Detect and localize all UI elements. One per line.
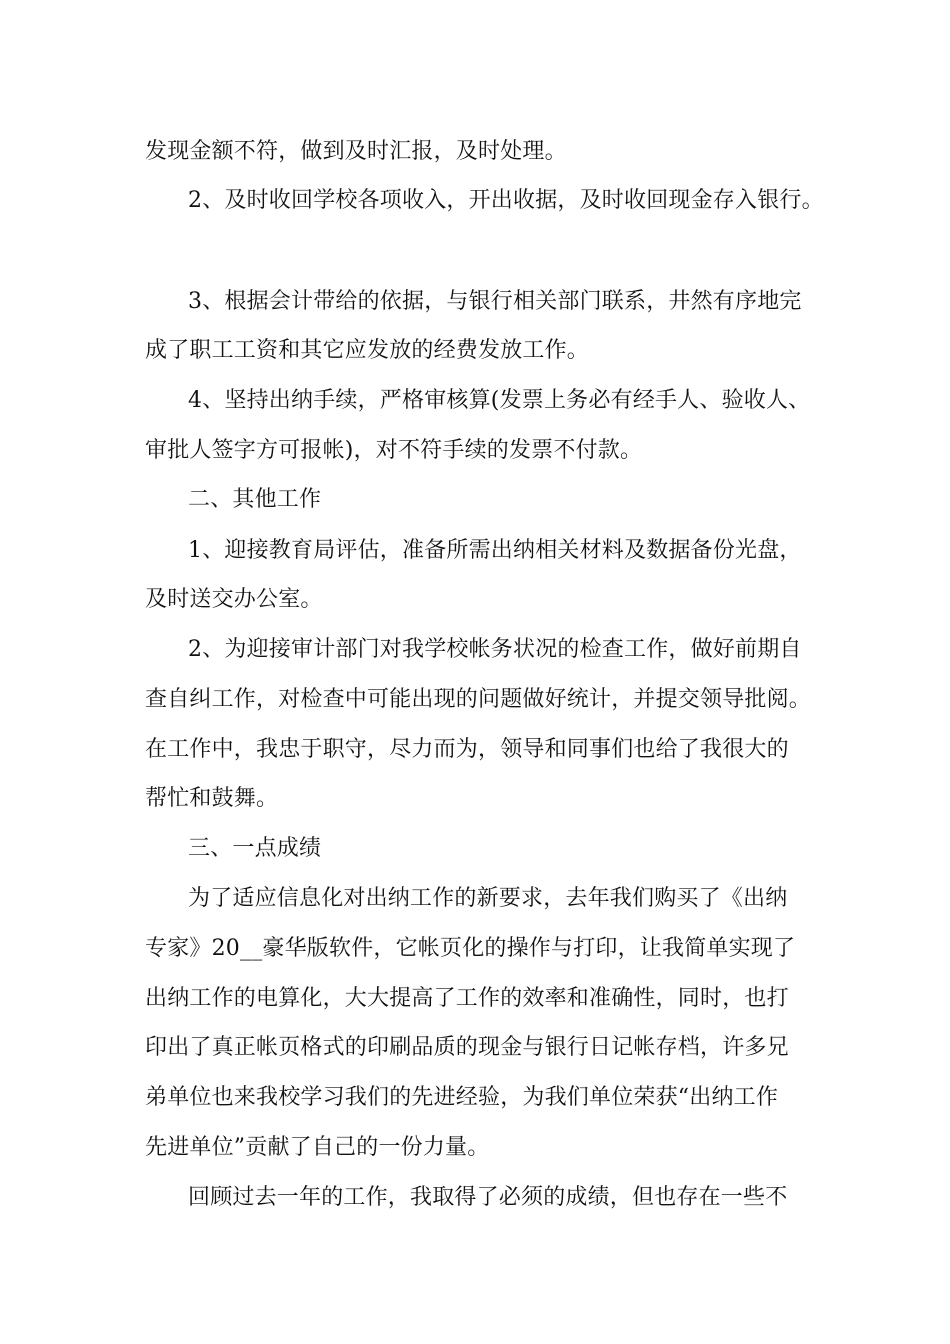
text-line: 2、为迎接审计部门对我学校帐务状况的检查工作，做好前期自 — [188, 637, 802, 662]
text-line: 成了职工工资和其它应发放的经费发放工作。 — [145, 338, 590, 363]
text-line: 2、及时收回学校各项收入，开出收据，及时收回现金存入银行。 — [188, 188, 824, 213]
text-line: 查自纠工作，对检查中可能出现的问题做好统计，并提交领导批阅。 — [145, 687, 812, 712]
text-line: 及时送交办公室。 — [145, 587, 323, 612]
text-line: 先进单位”贡献了自己的一份力量。 — [145, 1135, 490, 1160]
text-line: 为了适应信息化对出纳工作的新要求，去年我们购买了《出纳 — [188, 886, 788, 911]
text-line: 印出了真正帐页格式的印刷品质的现金与银行日记帐存档，许多兄 — [145, 1035, 789, 1060]
text-line: 4、坚持出纳手续，严格审核算(发票上务必有经手人、验收人、 — [188, 388, 811, 413]
text-line: 在工作中，我忠于职守，尽力而为，领导和同事们也给了我很大的 — [145, 737, 789, 762]
text-line: 发现金额不符，做到及时汇报，及时处理。 — [145, 139, 567, 164]
section-heading: 二、其他工作 — [188, 487, 322, 512]
text-line: 专家》20__豪华版软件，它帐页化的操作与打印，让我简单实现了 — [145, 936, 796, 961]
text-line: 弟单位也来我校学习我们的先进经验，为我们单位荣获“出纳工作 — [145, 1085, 779, 1110]
text-line: 3、根据会计带给的依据，与银行相关部门联系，井然有序地完 — [188, 289, 802, 314]
text-line: 回顾过去一年的工作，我取得了必须的成绩，但也存在一些不 — [188, 1185, 788, 1210]
text-line: 帮忙和鼓舞。 — [145, 786, 279, 811]
text-line: 出纳工作的电算化，大大提高了工作的效率和准确性，同时，也打 — [145, 986, 789, 1011]
text-line: 1、迎接教育局评估，准备所需出纳相关材料及数据备份光盘， — [188, 538, 802, 563]
section-heading: 三、一点成绩 — [188, 836, 322, 861]
text-line: 审批人签字方可报帐)，对不符手续的发票不付款。 — [145, 438, 643, 463]
